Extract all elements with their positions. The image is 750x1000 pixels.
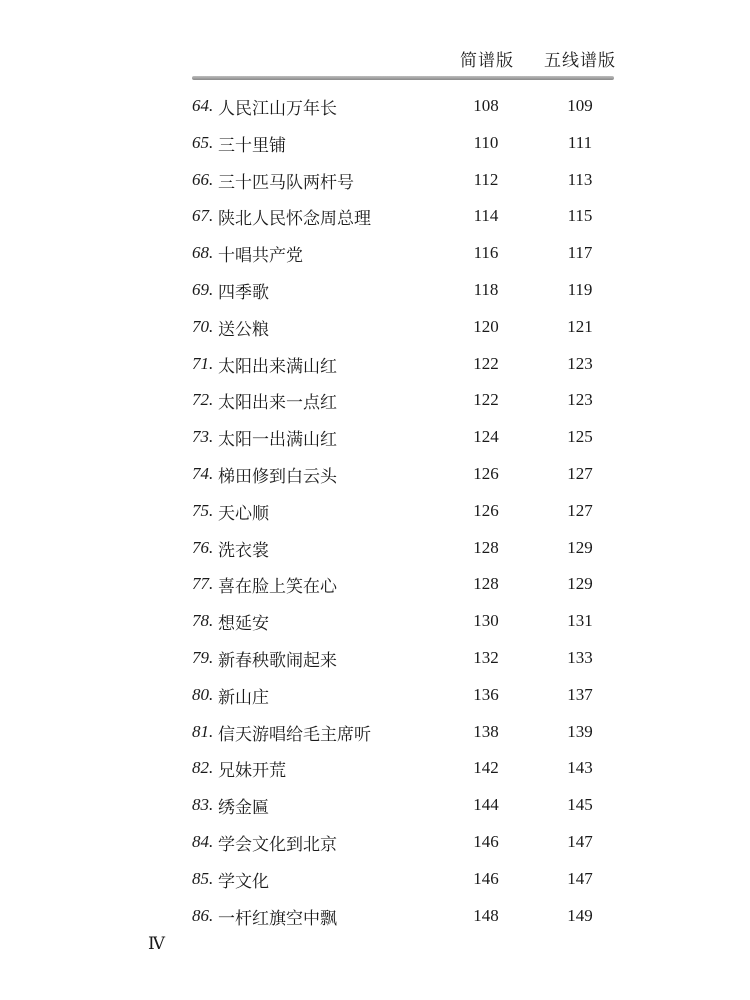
toc-entry[interactable]	[0, 239, 750, 269]
entry-title: 三十匹马队两杆号	[218, 172, 354, 193]
entry-number: 79.	[192, 648, 214, 667]
entry-title: 洗衣裳	[218, 540, 269, 561]
entry-number: 73.	[192, 427, 214, 447]
entry-title: 学会文化到北京	[218, 835, 337, 855]
toc-entry[interactable]	[0, 202, 750, 232]
entry-title: 人民江山万年长	[218, 99, 337, 119]
simplified-page-number: 116	[473, 243, 499, 263]
entry-number: 64.	[192, 96, 214, 115]
toc-entry[interactable]	[0, 570, 750, 600]
toc-entry[interactable]	[0, 460, 750, 490]
simplified-page-number: 146	[473, 832, 499, 851]
staff-page-number: 149	[567, 905, 593, 925]
simplified-page-number: 148	[473, 905, 499, 925]
toc-entry[interactable]	[0, 534, 750, 564]
toc-entry[interactable]	[0, 350, 750, 380]
entry-title: 新山庄	[218, 687, 269, 708]
toc-entry[interactable]	[0, 423, 750, 453]
simplified-page-number: 128	[473, 574, 499, 594]
staff-page-number: 117	[567, 243, 593, 263]
staff-page-number: 123	[567, 390, 593, 410]
entry-number: 66.	[192, 169, 214, 189]
entry-title: 喜在脸上笑在心	[218, 577, 337, 598]
simplified-page-number: 122	[473, 353, 499, 373]
staff-page-number: 113	[567, 169, 593, 189]
entry-title: 天心顺	[218, 503, 269, 524]
entry-number: 82.	[192, 758, 214, 778]
staff-page-number: 125	[567, 427, 593, 447]
staff-page-number: 115	[567, 206, 593, 226]
simplified-page-number: 110	[473, 132, 499, 152]
entry-title: 想延安	[218, 614, 269, 635]
staff-page-number: 119	[567, 280, 593, 299]
staff-page-number: 139	[567, 721, 593, 741]
toc-entry[interactable]	[0, 276, 750, 306]
staff-page-number: 133	[567, 648, 593, 667]
entry-number: 78.	[192, 611, 214, 631]
column-header-simplified-notation: 简谱版	[460, 51, 514, 71]
entry-number: 81.	[192, 721, 214, 741]
header-rule	[192, 76, 614, 80]
entry-title: 一杆红旗空中飘	[218, 908, 337, 929]
simplified-page-number: 130	[473, 611, 499, 631]
entry-number: 68.	[192, 243, 214, 263]
toc-entry[interactable]	[0, 791, 750, 821]
entry-number: 75.	[192, 500, 214, 520]
entry-number: 72.	[192, 390, 214, 410]
staff-page-number: 147	[567, 868, 593, 888]
entry-title: 梯田修到白云头	[218, 467, 337, 487]
simplified-page-number: 118	[473, 280, 499, 299]
entry-number: 70.	[192, 316, 214, 336]
staff-page-number: 129	[567, 574, 593, 594]
staff-page-number: 137	[567, 684, 593, 704]
staff-page-number: 127	[567, 464, 593, 483]
simplified-page-number: 136	[473, 684, 499, 704]
toc-entry[interactable]	[0, 497, 750, 527]
toc-entry[interactable]	[0, 828, 750, 858]
entry-title: 三十里铺	[218, 135, 286, 156]
staff-page-number: 121	[567, 316, 593, 336]
simplified-page-number: 138	[473, 721, 499, 741]
entry-number: 71.	[192, 353, 214, 373]
staff-page-number: 127	[567, 500, 593, 520]
toc-entry[interactable]	[0, 607, 750, 637]
entry-title: 信天游唱给毛主席听	[218, 724, 371, 745]
toc-header	[0, 46, 750, 76]
simplified-page-number: 114	[473, 206, 499, 226]
entry-title: 太阳出来满山红	[218, 356, 337, 377]
page-number: Ⅳ	[148, 934, 165, 953]
simplified-page-number: 126	[473, 464, 499, 483]
entry-number: 76.	[192, 537, 214, 557]
simplified-page-number: 124	[473, 427, 499, 447]
entry-title: 太阳一出满山红	[218, 430, 337, 451]
toc-entry[interactable]	[0, 313, 750, 343]
entry-title: 四季歌	[218, 283, 269, 303]
staff-page-number: 111	[567, 132, 593, 152]
simplified-page-number: 142	[473, 758, 499, 778]
entry-title: 送公粮	[218, 319, 269, 340]
simplified-page-number: 126	[473, 500, 499, 520]
toc-entry[interactable]	[0, 681, 750, 711]
toc-entry[interactable]	[0, 718, 750, 748]
entry-number: 80.	[192, 684, 214, 704]
entry-number: 65.	[192, 132, 214, 152]
entry-title: 十唱共产党	[218, 246, 303, 267]
entry-number: 67.	[192, 206, 214, 226]
simplified-page-number: 128	[473, 537, 499, 557]
entry-title: 陕北人民怀念周总理	[218, 209, 371, 230]
staff-page-number: 123	[567, 353, 593, 373]
entry-title: 绣金匾	[218, 798, 269, 819]
toc-entry[interactable]	[0, 754, 750, 784]
entry-number: 85.	[192, 868, 214, 888]
simplified-page-number: 112	[473, 169, 499, 189]
toc-entry[interactable]	[0, 129, 750, 159]
toc-entry[interactable]	[0, 386, 750, 416]
entry-number: 84.	[192, 832, 214, 851]
toc-entry[interactable]	[0, 865, 750, 895]
staff-page-number: 109	[567, 96, 593, 115]
staff-page-number: 129	[567, 537, 593, 557]
entry-title: 新春秧歌闹起来	[218, 651, 337, 671]
entry-number: 69.	[192, 280, 214, 299]
entry-title: 太阳出来一点红	[218, 393, 337, 414]
toc-entry[interactable]	[0, 92, 750, 122]
simplified-page-number: 122	[473, 390, 499, 410]
simplified-page-number: 144	[473, 795, 499, 815]
staff-page-number: 131	[567, 611, 593, 631]
staff-page-number: 145	[567, 795, 593, 815]
entry-number: 83.	[192, 795, 214, 815]
toc-entry[interactable]	[0, 644, 750, 674]
entry-number: 74.	[192, 464, 214, 483]
entry-title: 兄妹开荒	[218, 761, 286, 782]
entry-number: 77.	[192, 574, 214, 594]
simplified-page-number: 120	[473, 316, 499, 336]
staff-page-number: 143	[567, 758, 593, 778]
simplified-page-number: 146	[473, 868, 499, 888]
column-header-staff-notation: 五线谱版	[544, 51, 616, 71]
toc-entry[interactable]	[0, 166, 750, 196]
entry-number: 86.	[192, 905, 214, 925]
toc-entry[interactable]	[0, 902, 750, 932]
simplified-page-number: 132	[473, 648, 499, 667]
simplified-page-number: 108	[473, 96, 499, 115]
entry-title: 学文化	[218, 871, 269, 892]
staff-page-number: 147	[567, 832, 593, 851]
